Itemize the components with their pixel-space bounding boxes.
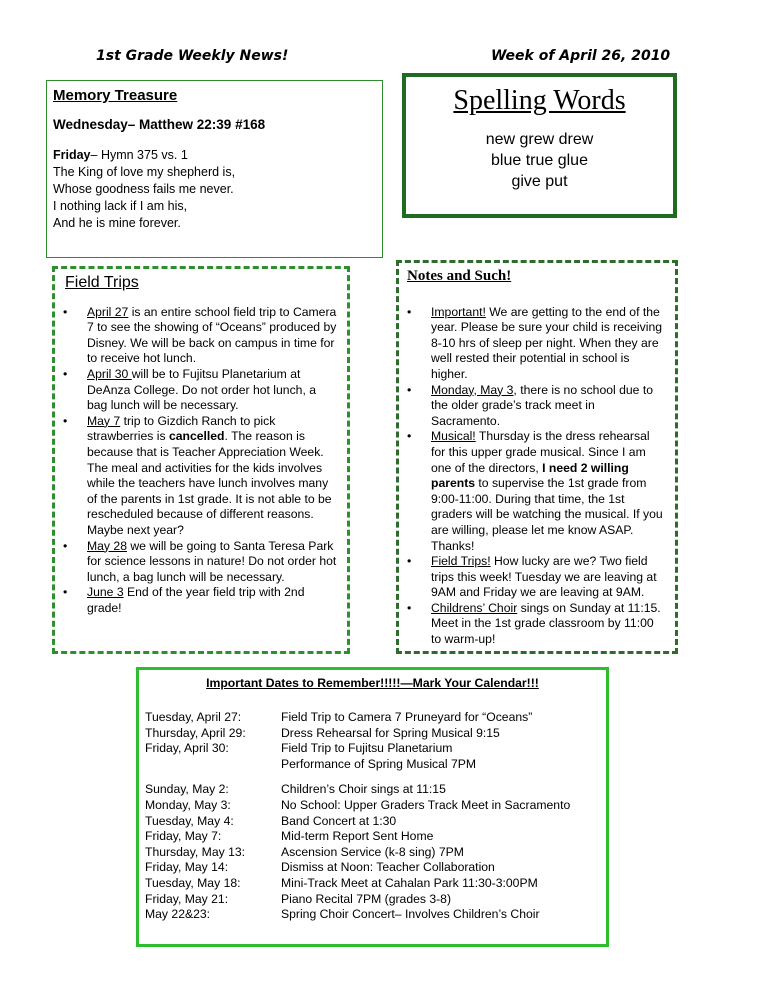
week-date: Week of April 26, 2010 [491,48,671,64]
date-row: Friday, May 14: Dismiss at Noon: Teacher Collaboration [145,860,495,875]
dates-group [145,782,600,922]
notes-list [407,305,667,648]
date-row: Thursday, April 29: Dress Rehearsal for Spring Musical 9:15 [145,725,500,740]
friday-text: – Hymn 375 vs. 1 [90,148,188,162]
date-row: Thursday, May 13: Ascension Service (k-8 sing) 7PM [145,844,464,859]
field-trips-title: Field Trips [65,274,139,291]
important-dates-box [136,667,609,947]
date-row: Friday, May 21: Piano Recital 7PM (grades 3-8) [145,891,452,906]
list-item: • May 7 trip to Gizdich Ranch to pick strawberries is cancelled. The reason is because that is Teacher Appreciation Week. The meal and activities for the kids involves while the teachers have lunch involves many of the parents in 1st grade. It is not able to be rescheduled because of different reasons. Maybe next year? [63,414,339,539]
list-item: • Field Trips! How lucky are we? Two field trips this week! Tuesday we are leaving at 9AM and Friday we are leaving at 9AM. [407,554,667,601]
list-item: • Important! We are getting to the end of the year. Please be sure your child is receiving 8-10 hrs of sleep per night. When they are well rested their potential in school is higher. [407,305,667,383]
memory-title: Memory Treasure [53,87,178,104]
date-row: May 22&23: Spring Choir Concert– Involves Children’s Choir [145,907,540,922]
hymn-line: I nothing lack if I am his, [53,199,188,213]
hymn-line: Whose goodness fails me never. [53,182,234,196]
list-item: • April 27 is an entire school field trip to Camera 7 to see the showing of “Oceans” produced by Disney. We will be back on campus in time for to receive hot lunch. [63,305,339,367]
hymn-line: And he is mine forever. [53,216,181,230]
list-item: • Monday, May 3, there is no school due to the older grade’s track meet in Sacramento. [407,383,667,430]
list-item: • April 30 will be to Fujitsu Planetarium at DeAnza College. Do not order hot lunch, a bag lunch will be necessary. [63,367,339,414]
spelling-line: blue true glue [491,152,588,169]
notes-title: Notes and Such! [407,268,512,284]
memory-treasure-box [46,80,383,258]
date-row: Tuesday, April 27: Field Trip to Camera 7 Pruneyard for “Oceans” [145,710,533,724]
spelling-title: Spelling Words [453,85,626,116]
list-item: • Childrens’ Choir sings on Sunday at 11:15. Meet in the 1st grade classroom by 11:00 to warm-up! [407,601,667,648]
field-trips-box [52,266,350,654]
memory-friday [53,147,376,164]
list-item: • June 3 End of the year field trip with 2nd grade! [63,585,339,616]
list-item: • Musical! Thursday is the dress rehearsal for this upper grade musical. Since I am one of the directors, I need 2 willing parents to supervise the 1st grade from 9:00-11:00. During that time, the 1st graders will be watching the musical. If you are willing, please let me know ASAP. Thanks! [407,429,667,554]
notes-box [396,260,678,654]
hymn-line: The King of love my shepherd is, [53,165,236,179]
field-trips-list [63,305,339,617]
memory-wednesday: Wednesday– Matthew 22:39 #168 [53,117,266,132]
date-row: Sunday, May 2: Children’s Choir sings at 11:15 [145,782,446,797]
friday-label: Friday [53,148,91,162]
date-row: Friday, May 7: Mid-term Report Sent Home [145,829,434,844]
list-item: • May 28 we will be going to Santa Teresa Park for science lessons in nature! Do not order hot lunch, a bag lunch will be necessary. [63,539,339,586]
spelling-words-box [402,73,677,218]
newsletter-title: 1st Grade Weekly News! [96,48,289,64]
dates-title: Important Dates to Remember!!!!!—Mark Your Calendar!!! [206,676,539,690]
spelling-line: give put [511,173,568,190]
date-row: Monday, May 3: No School: Upper Graders Track Meet in Sacramento [145,797,571,812]
date-row: Friday, April 30: Field Trip to Fujitsu Planetarium [145,741,453,756]
date-row: Tuesday, May 4: Band Concert at 1:30 [145,813,397,828]
date-row: Performance of Spring Musical 7PM [281,756,477,771]
date-row: Tuesday, May 18: Mini-Track Meet at Cahalan Park 11:30-3:00PM [145,875,538,890]
spelling-line: new grew drew [485,131,594,148]
dates-group [145,710,600,772]
spelling-list [406,129,673,192]
